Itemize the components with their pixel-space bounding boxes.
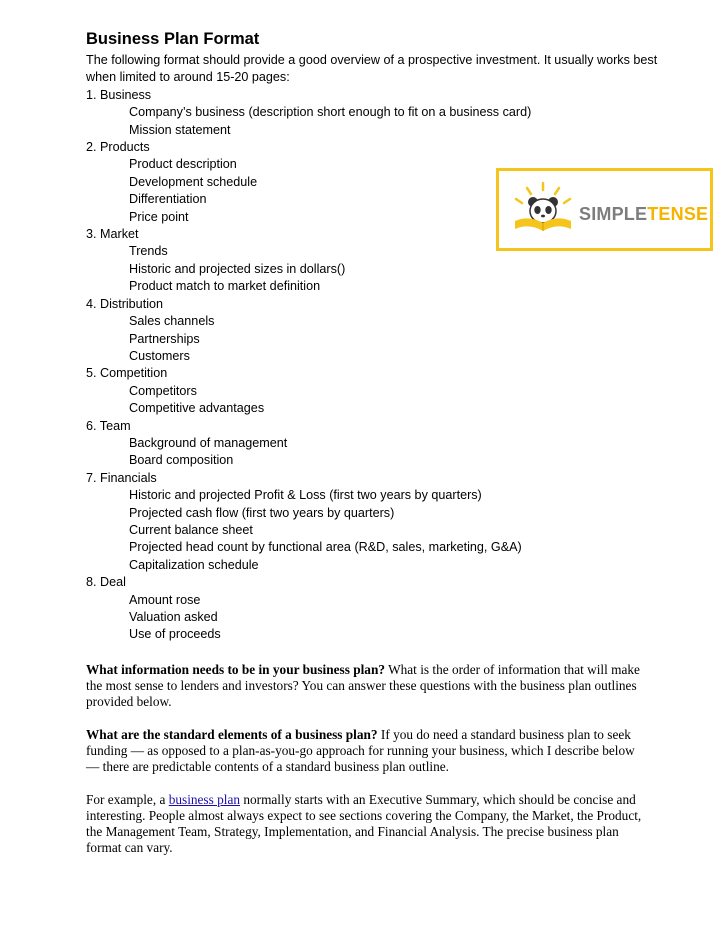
section-heading: 6. Team [86,418,131,433]
paragraph-body: normally starts with an Executive Summary, which should be concise and interesting. People almost always expect to see sections covering the Company, the Market, the Product, the Management Team, Strategy, Implementation, and Financial Analysis. The precise business plan format can vary. [86,791,642,856]
section-item: Differentiation [129,192,207,207]
section-item: Historic and projected Profit & Loss (first two years by quarters) [129,488,482,503]
section-item: Valuation asked [129,610,218,624]
document-title: Business Plan Format [86,30,260,48]
section-item: Sales channels [129,314,215,329]
simpletense-logo [496,168,713,251]
outline-section [86,574,666,644]
paragraph-heading: What are the standard elements of a business plan? [86,726,378,742]
section-item: Current balance sheet [129,522,253,537]
business-plan-link[interactable]: business plan [168,791,241,807]
section-heading: 4. Distribution [86,296,163,311]
logo-text-simple: SIMPLE [579,204,648,224]
outline-section [86,470,666,574]
section-item: Trends [129,244,168,259]
section-item: Background of management [129,435,288,450]
logo-wordmark [579,204,708,225]
section-heading: 3. Market [86,227,139,242]
section-item: Development schedule [129,174,258,189]
section-item: Partnerships [129,331,200,346]
section-item: Amount rose [129,592,201,607]
outline-section [86,418,666,470]
section-heading: 2. Products [86,140,150,155]
section-item: Projected cash flow (first two years by quarters) [129,505,395,520]
document-page [86,28,666,873]
section-item: Use of proceeds [129,627,221,642]
section-heading: 5. Competition [86,366,168,381]
logo-text-tense: TENSE [647,204,709,224]
section-item: Competitive advantages [129,401,265,416]
paragraph-heading: What information needs to be in your business plan? [86,661,385,677]
paragraph-information [86,662,651,711]
section-heading: 8. Deal [86,575,126,590]
section-item: Product match to market definition [129,279,321,294]
intro-text: The following format should provide a good overview of a prospective investment. It usually works best when limited to around 15-20 pages: [86,53,658,85]
section-heading: 7. Financials [86,470,157,485]
section-item: Projected head count by functional area (R&D, sales, marketing, G&A) [129,540,522,555]
section-item: Product description [129,157,237,172]
section-item: Historic and projected sizes in dollars() [129,261,346,276]
section-item: Board composition [129,453,234,468]
section-item: Mission statement [129,122,231,137]
paragraph-body: If you do need a standard business plan to seek funding — as opposed to a plan-as-you-go approach for running your business, which I describe below — there are predictable contents of a standard business plan outline. [86,726,635,775]
paragraph-body: For example, a [86,791,169,807]
paragraph-example [86,792,651,857]
section-heading: 1. Business [86,87,152,102]
paragraph-standard-elements [86,727,651,776]
paragraph-body: What is the order of information that will make the most sense to lenders and investors? You can answer these questions with the business plan outlines provided below. [86,661,640,710]
section-item: Competitors [129,383,197,398]
panda-book-icon [509,181,577,241]
outline-section [86,365,666,417]
section-item: Capitalization schedule [129,557,259,572]
section-item: Company’s business (description short enough to fit on a business card) [129,105,532,120]
outline-section [86,87,666,139]
outline-section [86,296,666,366]
section-item: Price point [129,209,189,224]
section-item: Customers [129,348,190,363]
